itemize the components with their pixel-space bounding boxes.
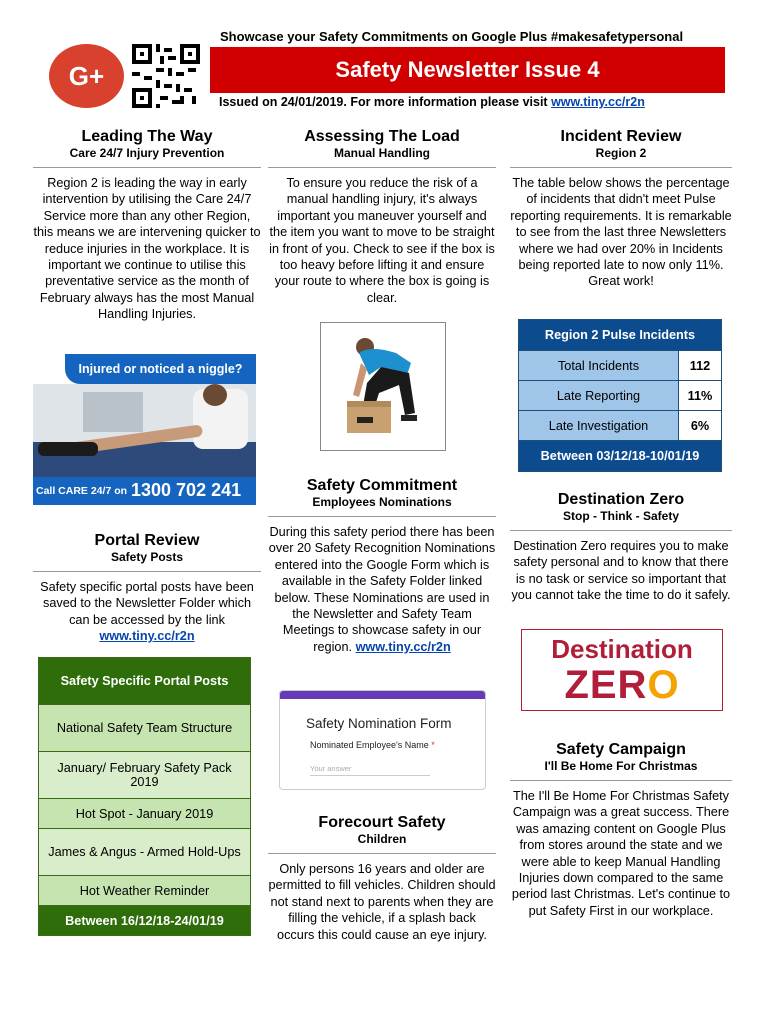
forecourt-body: Only persons 16 years and older are permitted to fill vehicles. Children should not stand next to parents when they are filling the vehicle, if a splash back occurs this could cause an eye injury. bbox=[268, 862, 496, 942]
incident-section bbox=[510, 127, 732, 290]
form-field-label bbox=[310, 740, 435, 750]
physio-photo bbox=[33, 384, 256, 477]
destination-subtitle: Stop - Think - Safety bbox=[562, 509, 679, 523]
portal-table-header: Safety Specific Portal Posts bbox=[39, 658, 251, 705]
divider bbox=[510, 530, 732, 531]
newsletter-title-banner bbox=[210, 47, 725, 93]
manual-handling-photo bbox=[320, 322, 446, 451]
form-title: Safety Nomination Form bbox=[306, 716, 452, 731]
table-row[interactable] bbox=[39, 705, 251, 752]
incident-subtitle: Region 2 bbox=[595, 146, 647, 160]
pulse-row-label: Late Reporting bbox=[519, 381, 679, 411]
portal-row-cell[interactable]: Hot Weather Reminder bbox=[39, 876, 251, 906]
table-row[interactable] bbox=[39, 799, 251, 829]
destination-section bbox=[510, 490, 732, 604]
ad-headline: Injured or noticed a niggle? bbox=[65, 354, 256, 384]
portal-link[interactable]: www.tiny.cc/r2n bbox=[99, 629, 195, 644]
table-row bbox=[519, 411, 722, 441]
commitment-subtitle: Employees Nominations bbox=[312, 495, 452, 509]
logo-zer: ZER bbox=[564, 663, 648, 707]
portal-row-cell[interactable]: Hot Spot - January 2019 bbox=[39, 799, 251, 829]
divider bbox=[510, 167, 732, 168]
logo-zero-word bbox=[522, 664, 722, 706]
portal-table-footer: Between 16/12/18-24/01/19 bbox=[39, 906, 251, 936]
qr-code bbox=[132, 44, 200, 108]
table-row[interactable] bbox=[39, 829, 251, 876]
pulse-row-value: 112 bbox=[679, 351, 722, 381]
campaign-body: The I'll Be Home For Christmas Safety Campaign was a great success. There was amazing content on Google Plus from stores around the state and we were able to keep Manual Handling Injuries down compared to the same period last Christmas. Let's continue to put Safety First in our workplace. bbox=[511, 789, 731, 918]
logo-destination-word: Destination bbox=[551, 634, 693, 664]
pulse-row-value: 11% bbox=[679, 381, 722, 411]
form-field-label-text: Nominated Employee's Name bbox=[310, 740, 429, 750]
leading-subtitle: Care 24/7 Injury Prevention bbox=[69, 146, 225, 160]
pulse-row-label: Total Incidents bbox=[519, 351, 679, 381]
portal-title: Portal Review bbox=[94, 532, 200, 549]
forecourt-section bbox=[268, 813, 496, 943]
logo-o: O bbox=[647, 663, 680, 707]
portal-row-cell[interactable]: National Safety Team Structure bbox=[39, 705, 251, 752]
google-plus-logo bbox=[49, 44, 124, 108]
google-plus-label: G+ bbox=[68, 60, 105, 91]
issued-line bbox=[219, 95, 645, 109]
campaign-section bbox=[510, 740, 732, 919]
ad-phone-number: 1300 702 241 bbox=[131, 480, 242, 500]
incident-title: Incident Review bbox=[560, 128, 682, 145]
forecourt-subtitle: Children bbox=[357, 832, 407, 846]
assessing-subtitle: Manual Handling bbox=[334, 146, 430, 160]
leading-section bbox=[33, 127, 261, 323]
commitment-body bbox=[268, 524, 496, 655]
destination-zero-logo bbox=[521, 629, 723, 711]
assessing-body: To ensure you reduce the risk of a manual handling injury, it's always important you maneuver yourself and the item you want to move to be straight in front of you. Check to see if the box is too heavy before lifting it and ensure your route to where the box is going is clear. bbox=[269, 176, 495, 305]
pulse-table-header: Region 2 Pulse Incidents bbox=[519, 320, 722, 351]
form-answer-input[interactable]: Your answer bbox=[310, 764, 430, 776]
table-row bbox=[519, 351, 722, 381]
table-row bbox=[519, 381, 722, 411]
table-row[interactable] bbox=[39, 876, 251, 906]
divider bbox=[268, 853, 496, 854]
assessing-title: Assessing The Load bbox=[304, 128, 460, 145]
ad-call-bar bbox=[33, 477, 256, 505]
assessing-section bbox=[268, 127, 496, 306]
portal-row-cell[interactable]: January/ February Safety Pack 2019 bbox=[39, 752, 251, 799]
nomination-form-screenshot bbox=[279, 690, 486, 790]
commitment-title: Safety Commitment bbox=[306, 477, 458, 494]
divider bbox=[33, 167, 261, 168]
destination-body: Destination Zero requires you to make safety personal and to know that there is no task or service so important that you cannot take the time to do it safely. bbox=[511, 539, 731, 603]
campaign-title: Safety Campaign bbox=[556, 741, 686, 758]
portal-subtitle: Safety Posts bbox=[110, 550, 184, 564]
pulse-row-value: 6% bbox=[679, 411, 722, 441]
portal-body-text: Safety specific portal posts have been saved to the Newsletter Folder which can be accessed by the link bbox=[40, 580, 254, 627]
divider bbox=[33, 571, 261, 572]
ad-call-text: Call CARE 24/7 on bbox=[36, 485, 128, 497]
incident-body: The table below shows the percentage of incidents that didn't meet Pulse reporting requirements. It is remarkable to see from the last three Newsletters where we had over 20% in Incidents being reported late to now only 11%. Great work! bbox=[510, 176, 732, 289]
portal-body bbox=[33, 579, 261, 645]
pulse-row-label: Late Investigation bbox=[519, 411, 679, 441]
forecourt-title: Forecourt Safety bbox=[318, 814, 446, 831]
divider bbox=[510, 780, 732, 781]
pulse-table-footer: Between 03/12/18-10/01/19 bbox=[519, 441, 722, 472]
table-row[interactable] bbox=[39, 752, 251, 799]
destination-title: Destination Zero bbox=[557, 491, 685, 508]
leading-title: Leading The Way bbox=[81, 128, 213, 145]
portal-row-cell[interactable]: James & Angus - Armed Hold-Ups bbox=[39, 829, 251, 876]
care247-ad-image bbox=[33, 354, 256, 505]
header-link[interactable]: www.tiny.cc/r2n bbox=[551, 95, 645, 109]
divider bbox=[268, 516, 496, 517]
campaign-subtitle: I'll Be Home For Christmas bbox=[544, 759, 698, 773]
showcase-text: Showcase your Safety Commitments on Google Plus #makesafetypersonal bbox=[220, 29, 684, 44]
divider bbox=[268, 167, 496, 168]
newsletter-title: Safety Newsletter Issue 4 bbox=[335, 57, 600, 82]
issued-text: Issued on 24/01/2019. For more information please visit bbox=[219, 95, 552, 109]
commitment-section bbox=[268, 476, 496, 655]
portal-section bbox=[33, 531, 261, 645]
portal-posts-table bbox=[38, 657, 251, 936]
commitment-link[interactable]: www.tiny.cc/r2n bbox=[355, 639, 451, 654]
required-marker: * bbox=[431, 740, 435, 750]
leading-body: Region 2 is leading the way in early intervention by utilising the Care 24/7 Service more than any other Region, this means we are intervening quicker to reduce injuries in the workplace. It is important we continue to utilise this preventative service as the month of February always has the most Manual Handling Injuries. bbox=[33, 176, 261, 322]
commitment-body-text: During this safety period there has been over 20 Safety Recognition Nominations entered into the Google Form which is available in the Safety Folder linked below. These Nominations are used in the Newsletter and Safety Team Meetings to showcase safety in our region. bbox=[268, 525, 496, 654]
pulse-incidents-table bbox=[518, 319, 722, 472]
